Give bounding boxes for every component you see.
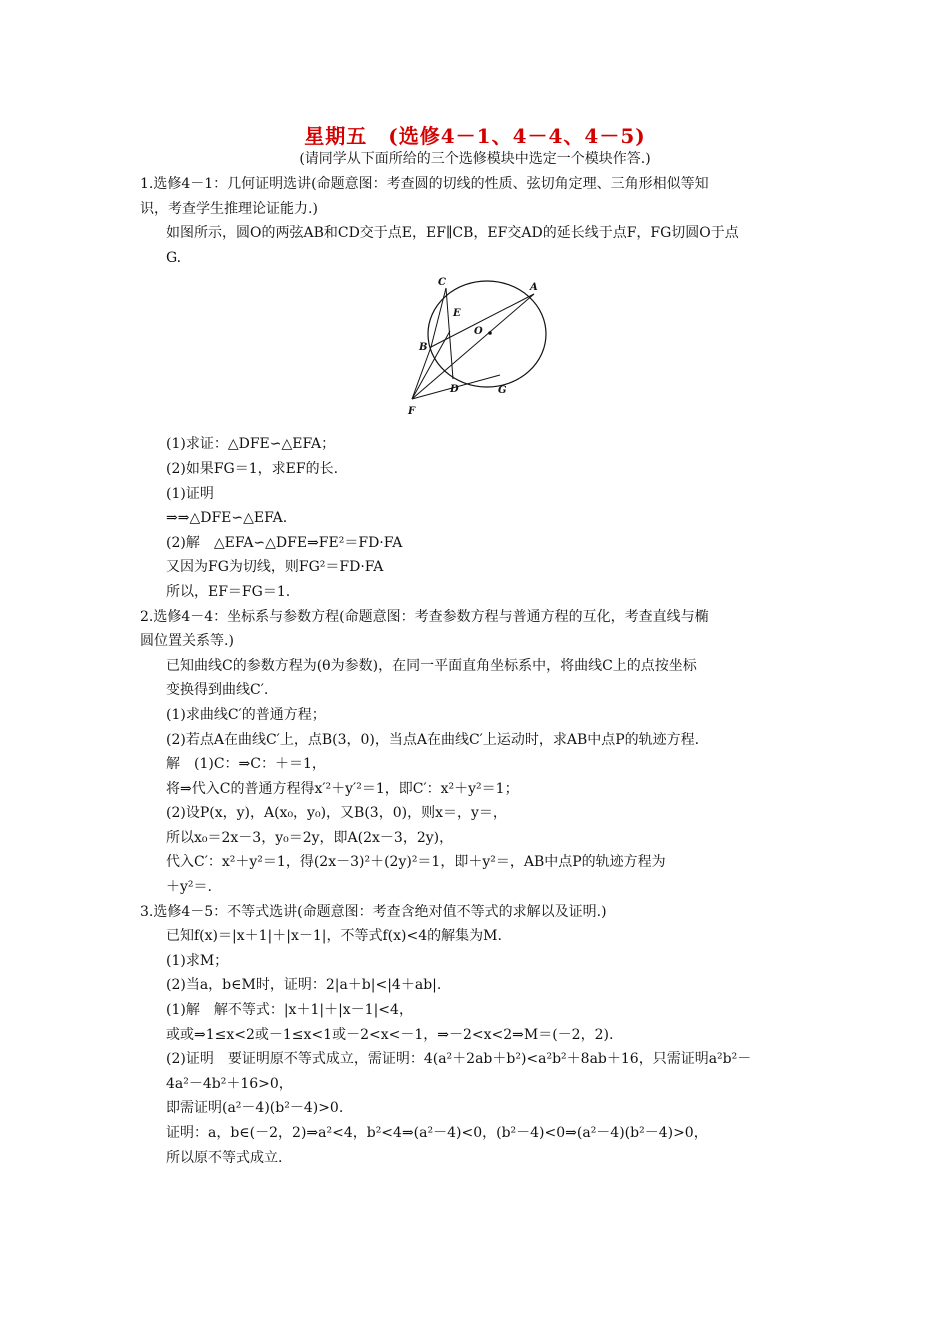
- label-a: A: [530, 282, 538, 294]
- section3-solution-line1: (1)解 解不等式：|x＋1|＋|x－1|<4，: [166, 1002, 413, 1019]
- document-body: [140, 172, 830, 1170]
- section1-problem-line2: G.: [166, 249, 182, 266]
- geometry-figure: [140, 276, 830, 428]
- section1-solution-line2: ⇒⇒△DFE∽△EFA.: [166, 510, 288, 527]
- section1-solution-line1: (1)证明: [166, 485, 214, 502]
- label-e: E: [453, 308, 461, 320]
- section3-solution-line4: 4a²－4b²＋16>0，: [166, 1075, 293, 1092]
- section3-heading: 3.选修4－5：不等式选讲(命题意图：考查含绝对值不等式的求解以及证明.): [140, 903, 607, 920]
- section2-question1: (1)求曲线C′的普通方程；: [166, 706, 326, 723]
- section3-solution-line2: 或或⇒1≤x<2或－1≤x<1或－2<x<－1，⇒－2<x<2⇒M＝(－2，2).: [166, 1026, 614, 1043]
- line-ef: [412, 331, 450, 399]
- section2-solution-line1: 解 (1)C：⇒C：＋＝1，: [166, 756, 326, 773]
- circle-diagram: [410, 276, 560, 426]
- label-b: B: [419, 342, 428, 354]
- section3-solution-line3: (2)证明 要证明原不等式成立，需证明：4(a²＋2ab＋b²)<a²b²＋8ab＋16，只需证明a²b²－: [166, 1051, 752, 1068]
- section1-question1: (1)求证：△DFE∽△EFA；: [166, 436, 336, 453]
- section3-problem: 已知f(x)＝|x＋1|＋|x－1|，不等式f(x)<4的解集为M.: [166, 928, 502, 945]
- label-g: G: [498, 385, 507, 397]
- section2-problem-line1: 已知曲线C的参数方程为(θ为参数)，在同一平面直角坐标系中，将曲线C上的点按坐标: [166, 657, 697, 674]
- line-af: [412, 294, 534, 399]
- section2-solution-line6: ＋y²＝.: [166, 879, 212, 896]
- label-f: F: [408, 406, 416, 418]
- chord-cd: [446, 288, 453, 379]
- section2-question2: (2)若点A在曲线C′上，点B(3，0)，当点A在曲线C′上运动时，求AB中点P的轨迹方程.: [166, 731, 700, 748]
- section2-solution-line3: (2)设P(x，y)，A(x₀，y₀)，又B(3，0)，则x＝，y＝，: [166, 805, 507, 822]
- section2-solution-line2: 将⇒代入C的普通方程得x′²＋y′²＝1，即C′：x²＋y²＝1；: [166, 780, 519, 797]
- label-o: O: [474, 326, 483, 338]
- page-title: 星期五 (选修4－1、4－4、4－5): [304, 124, 646, 148]
- section2-solution-line5: 代入C′：x²＋y²＝1，得(2x－3)²＋(2y)²＝1，即＋y²＝，AB中点P的轨迹方程为: [166, 854, 666, 871]
- page-subtitle: (请同学从下面所给的三个选修模块中选定一个模块作答.): [299, 151, 651, 167]
- section2-problem-line2: 变换得到曲线C′.: [166, 682, 269, 699]
- section3-question2: (2)当a，b∈M时，证明：2|a＋b|<|4＋ab|.: [166, 977, 442, 994]
- section2-heading-line2: 圆位置关系等.): [140, 633, 234, 650]
- center-point: [488, 332, 492, 336]
- line-cb: [431, 288, 446, 347]
- section2-heading-line1: 2.选修4－4：坐标系与参数方程(命题意图：考查参数方程与普通方程的互化，考查直线与椭: [140, 608, 709, 625]
- section1-heading-line2: 识，考查学生推理论证能力.): [140, 200, 318, 217]
- section3-solution-line5: 即需证明(a²－4)(b²－4)>0.: [166, 1100, 344, 1117]
- section1-solution-line5: 所以，EF＝FG＝1.: [166, 583, 291, 600]
- section3-solution-line6: 证明：a，b∈(－2，2)⇒a²<4，b²<4⇒(a²－4)<0，(b²－4)<0⇒(a²－4)(b²－4)>0，: [166, 1125, 708, 1141]
- label-d: D: [450, 384, 459, 396]
- section1-heading-line1: 1.选修4－1：几何证明选讲(命题意图：考查圆的切线的性质、弦切角定理、三角形相似等知: [140, 176, 709, 192]
- section3-question1: (1)求M；: [166, 952, 229, 969]
- section3-solution-line7: 所以原不等式成立.: [166, 1149, 283, 1166]
- section2-solution-line4: 所以x₀＝2x－3，y₀＝2y，即A(2x－3，2y)，: [166, 829, 454, 846]
- section1-question2: (2)如果FG＝1，求EF的长.: [166, 460, 339, 477]
- section1-solution-line3: (2)解 △EFA∽△DFE⇒FE²＝FD·FA: [166, 534, 403, 551]
- section1-problem-line1: 如图所示，圆O的两弦AB和CD交于点E，EF∥CB，EF交AD的延长线于点F，FG切圆O于点: [166, 225, 739, 242]
- label-c: C: [438, 277, 446, 289]
- chord-ab: [431, 294, 534, 347]
- section1-solution-line4: 又因为FG为切线，则FG²＝FD·FA: [166, 559, 384, 576]
